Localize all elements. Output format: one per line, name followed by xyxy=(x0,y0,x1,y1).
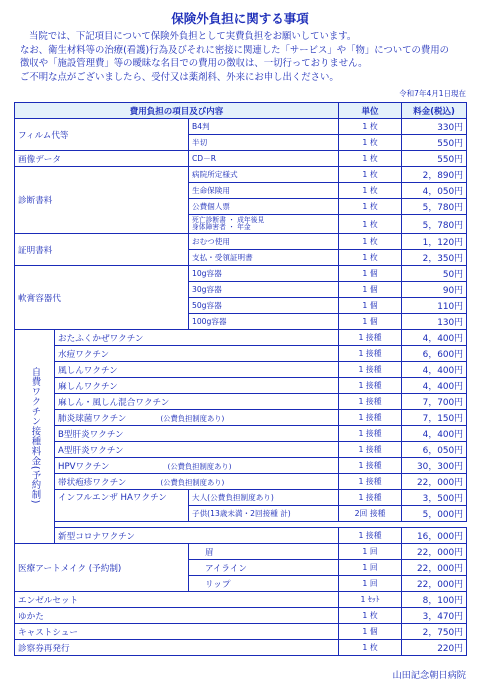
table-row xyxy=(15,592,467,608)
vaccine-name-text: 麻しんワクチン xyxy=(58,381,118,392)
vaccine-name-text: A型肝炎ワクチン xyxy=(58,445,124,456)
item-unit: 1 枚 xyxy=(339,119,402,135)
item-unit: 1 枚 xyxy=(339,234,402,250)
vaccine-name-text: 風しんワクチン xyxy=(58,365,118,376)
item-unit: 1 枚 xyxy=(339,250,402,266)
item-name: B4判 xyxy=(189,119,339,135)
header-unit: 単位 xyxy=(339,103,402,119)
vaccine-name-text: B型肝炎ワクチン xyxy=(58,429,124,440)
item-unit: 1 接種 xyxy=(339,362,402,378)
item-name: リップ xyxy=(189,576,339,592)
category-misc: キャストシュー xyxy=(15,624,339,640)
item-price: 220円 xyxy=(402,640,467,656)
vaccine-note: (公費負担制度あり) xyxy=(167,461,232,471)
item-price: 4，050円 xyxy=(402,183,467,199)
vaccine-name: インフルエンザ HAワクチン xyxy=(55,490,189,522)
item-price: 550円 xyxy=(402,151,467,167)
vaccine-name xyxy=(55,330,339,346)
table-row xyxy=(15,426,467,442)
table-row xyxy=(15,490,467,506)
item-price: 550円 xyxy=(402,135,467,151)
item-price: 22，000円 xyxy=(402,576,467,592)
item-price: 130円 xyxy=(402,314,467,330)
intro-line: なお、衛生材料等の治療(看護)行為及びそれに密接に関連した「サービス」や「物」についての費用の xyxy=(20,44,450,56)
item-price: 5，780円 xyxy=(402,215,467,234)
item-name-line: 死亡診断書 ・ 成年後見 xyxy=(192,215,265,224)
item-unit: 1 接種 xyxy=(339,458,402,474)
table-row xyxy=(15,608,467,624)
item-price: 4，400円 xyxy=(402,362,467,378)
item-price: 90円 xyxy=(402,282,467,298)
vaccine-name: 新型コロナワクチン xyxy=(55,528,339,544)
item-price: 7，150円 xyxy=(402,410,467,426)
item-name: 50g容器 xyxy=(189,298,339,314)
vaccine-name xyxy=(55,362,339,378)
item-name: 10g容器 xyxy=(189,266,339,282)
vaccine-name-text: 帯状疱疹ワクチン xyxy=(58,477,127,488)
table-row xyxy=(15,624,467,640)
item-price: 8，100円 xyxy=(402,592,467,608)
item-unit: 1 接種 xyxy=(339,474,402,490)
item-name: 支払・受領証明書 xyxy=(189,250,339,266)
item-price: 6，050円 xyxy=(402,442,467,458)
item-unit: 1 回 xyxy=(339,576,402,592)
item-price: 50円 xyxy=(402,266,467,282)
table-row xyxy=(15,528,467,544)
intro-line: 当院では、下記項目について保険外負担として実費負担をお願いしています。 xyxy=(29,31,357,42)
item-unit: 1 枚 xyxy=(339,135,402,151)
item-unit: 1 個 xyxy=(339,298,402,314)
item-price: 3，470円 xyxy=(402,608,467,624)
vaccine-name xyxy=(55,458,339,474)
header-item: 費用負担の項目及び内容 xyxy=(15,103,339,119)
vaccine-name xyxy=(55,426,339,442)
item-unit: 1 接種 xyxy=(339,426,402,442)
item-price: 16，000円 xyxy=(402,528,467,544)
item-price: 22，000円 xyxy=(402,474,467,490)
item-unit: 1 枚 xyxy=(339,151,402,167)
table-row xyxy=(15,330,467,346)
vaccine-name xyxy=(55,442,339,458)
fee-table xyxy=(14,102,467,656)
table-row xyxy=(15,394,467,410)
item-unit: 1 枚 xyxy=(339,199,402,215)
item-unit: 2回 接種 xyxy=(339,506,402,522)
category-image: 画像データ xyxy=(15,151,189,167)
item-price: 330円 xyxy=(402,119,467,135)
item-unit: 1 接種 xyxy=(339,442,402,458)
vaccine-name xyxy=(55,410,339,426)
table-row xyxy=(15,266,467,282)
table-row xyxy=(15,346,467,362)
item-price: 3，500円 xyxy=(402,490,467,506)
vaccine-name-text: 水痘ワクチン xyxy=(58,349,110,360)
intro-text xyxy=(20,30,470,84)
item-unit: 1 枚 xyxy=(339,167,402,183)
page-title: 保険外負担に関する事項 xyxy=(171,11,309,26)
item-price: 4，400円 xyxy=(402,426,467,442)
item-unit: 1 個 xyxy=(339,282,402,298)
category-certificate: 証明書料 xyxy=(15,234,189,266)
intro-line: ご不明な点がございましたら、受付又は薬剤科、外来にお申し出ください。 xyxy=(20,71,339,83)
vaccine-name-text: 肺炎球菌ワクチン xyxy=(58,413,127,424)
item-price: 2，350円 xyxy=(402,250,467,266)
item-unit: 1 接種 xyxy=(339,330,402,346)
vaccine-note: (公費負担制度あり) xyxy=(160,413,225,423)
item-name: 大人(公費負担制度あり) xyxy=(189,490,339,506)
item-price: 6，600円 xyxy=(402,346,467,362)
item-name: 半切 xyxy=(189,135,339,151)
table-row xyxy=(15,474,467,490)
vaccine-name xyxy=(55,346,339,362)
vaccine-name xyxy=(55,378,339,394)
category-vaccine xyxy=(15,330,55,544)
item-unit: 1 接種 xyxy=(339,410,402,426)
item-name: 公費個人票 xyxy=(189,199,339,215)
item-price: 4，400円 xyxy=(402,330,467,346)
vaccine-name xyxy=(55,474,339,490)
item-unit: 1 接種 xyxy=(339,346,402,362)
table-row xyxy=(15,119,467,135)
vaccine-note: (公費負担制度あり) xyxy=(160,477,225,487)
item-name: おむつ使用 xyxy=(189,234,339,250)
item-unit: 1 個 xyxy=(339,314,402,330)
item-unit: 1 枚 xyxy=(339,608,402,624)
item-unit: 1 回 xyxy=(339,560,402,576)
item-price: 2，890円 xyxy=(402,167,467,183)
table-row xyxy=(15,378,467,394)
item-unit: 1 ｾｯﾄ xyxy=(339,592,402,608)
vaccine-category-label: 自費ワクチン接種料金(予約制) xyxy=(29,366,41,504)
category-film: フィルム代等 xyxy=(15,119,189,151)
item-unit: 1 接種 xyxy=(339,378,402,394)
category-misc: エンゼルセット xyxy=(15,592,339,608)
intro-line: 徴収や「施設管理費」等の曖昧な名目での費用の徴収は、一切行っておりません。 xyxy=(20,58,368,69)
item-price: 4，400円 xyxy=(402,378,467,394)
item-price: 22，000円 xyxy=(402,544,467,560)
item-price: 22，000円 xyxy=(402,560,467,576)
item-price: 110円 xyxy=(402,298,467,314)
item-name xyxy=(189,215,339,234)
item-unit: 1 回 xyxy=(339,544,402,560)
table-row xyxy=(15,640,467,656)
vaccine-name-text: おたふくかぜワクチン xyxy=(58,333,144,344)
item-name: 生命保険用 xyxy=(189,183,339,199)
item-name: CD－R xyxy=(189,151,339,167)
effective-date: 令和7年4月1日現在 xyxy=(399,89,466,98)
item-unit: 1 接種 xyxy=(339,394,402,410)
item-unit: 1 接種 xyxy=(339,528,402,544)
item-unit: 1 接種 xyxy=(339,490,402,506)
item-price: 5，000円 xyxy=(402,506,467,522)
item-name: 病院所定様式 xyxy=(189,167,339,183)
item-unit: 1 個 xyxy=(339,624,402,640)
table-row xyxy=(15,442,467,458)
item-price: 2，750円 xyxy=(402,624,467,640)
item-price: 30，300円 xyxy=(402,458,467,474)
hospital-name: 山田記念朝日病院 xyxy=(392,670,466,681)
vaccine-name xyxy=(55,394,339,410)
table-row xyxy=(15,234,467,250)
category-ointment: 軟膏容器代 xyxy=(15,266,189,330)
category-diagnosis: 診断書料 xyxy=(15,167,189,234)
vaccine-name-text: 麻しん・風しん混合ワクチン xyxy=(58,397,170,408)
table-header xyxy=(15,103,467,119)
category-misc: 診察券再発行 xyxy=(15,640,339,656)
item-name: 30g容器 xyxy=(189,282,339,298)
item-price: 5，780円 xyxy=(402,199,467,215)
table-row xyxy=(15,362,467,378)
item-name: 眉 xyxy=(189,544,339,560)
item-unit: 1 枚 xyxy=(339,215,402,234)
table-row xyxy=(15,544,467,560)
category-art-make: 医療アートメイク (予約制) xyxy=(15,544,189,592)
item-name: 子供(13歳未満・2回接種 計) xyxy=(189,506,339,522)
table-row xyxy=(15,458,467,474)
category-misc: ゆかた xyxy=(15,608,339,624)
item-unit: 1 枚 xyxy=(339,640,402,656)
table-row xyxy=(15,410,467,426)
item-name: アイライン xyxy=(189,560,339,576)
item-name-line: 身体障害者 ・ 年金 xyxy=(192,223,251,231)
item-name: 100g容器 xyxy=(189,314,339,330)
item-price: 7，700円 xyxy=(402,394,467,410)
vaccine-name-text: HPVワクチン xyxy=(58,461,110,472)
item-unit: 1 枚 xyxy=(339,183,402,199)
item-price: 1，120円 xyxy=(402,234,467,250)
header-price: 料金(税込) xyxy=(402,103,467,119)
item-unit: 1 個 xyxy=(339,266,402,282)
table-row xyxy=(15,151,467,167)
table-row xyxy=(15,167,467,183)
